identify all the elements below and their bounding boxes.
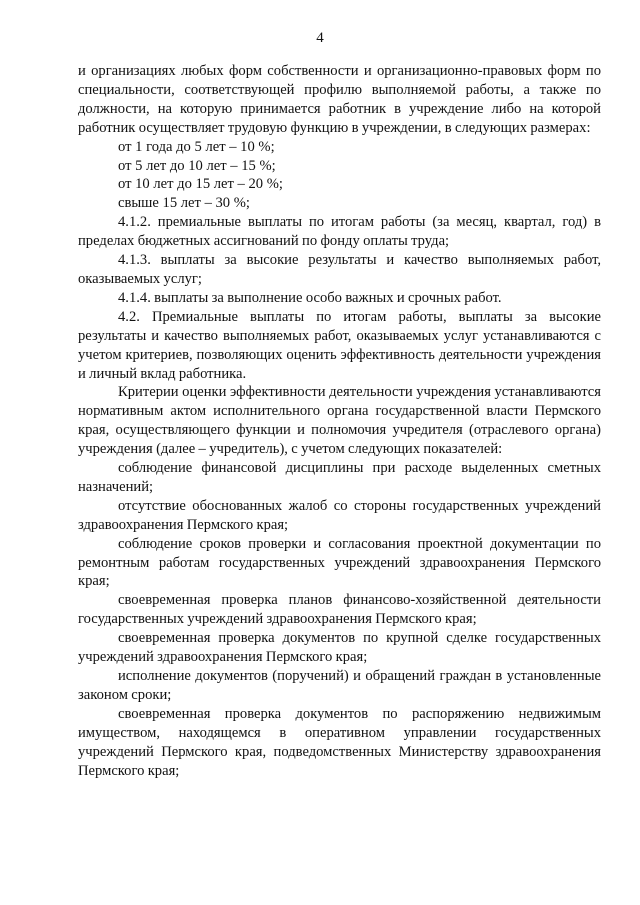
- list-item-over-15-years: свыше 15 лет – 30 %;: [118, 195, 250, 212]
- paragraph-criteria: Критерии оценки эффективности деятельности учреждения устанавливаются нормативным актом исполнительного органа государственной власти Пермского края, осуществляющего функции и полномочия учредителя (отраслевого органа) учреждения (далее – учредитель), с учетом следующих показателей:: [78, 384, 601, 458]
- list-item-5-10-years: от 5 лет до 10 лет – 15 %;: [118, 157, 276, 174]
- list-item-10-15-years: от 10 лет до 15 лет – 20 %;: [118, 176, 283, 193]
- paragraph-4-1-3: 4.1.3. выплаты за высокие результаты и качество выполняемых работ, оказываемых услуг;: [78, 252, 601, 287]
- paragraph-4-1-4: 4.1.4. выплаты за выполнение особо важных и срочных работ.: [118, 289, 502, 306]
- indicator-major-transactions: своевременная проверка документов по крупной сделке государственных учреждений здравоохранения Пермского края;: [78, 630, 601, 666]
- indicator-financial-plans: своевременная проверка планов финансово-хозяйственной деятельности государственных учреждений здравоохранения Пермского края;: [78, 592, 601, 628]
- indicator-real-estate: своевременная проверка документов по распоряжению недвижимым имуществом, находящемся в оперативном управлении государственных учреждений Пермского края, подведомственных Министерству здравоохранения Пермского края;: [78, 705, 601, 779]
- paragraph-4-2: 4.2. Премиальные выплаты по итогам работы, выплаты за высокие результаты и качество выполняемых работ, оказываемых услуг устанавливаются с учетом критериев, позволяющих оценить эффективность деятельности учреждения и личный вклад работника.: [78, 308, 601, 382]
- list-item-1-5-years: от 1 года до 5 лет – 10 %;: [118, 138, 275, 155]
- paragraph-continuation: и организациях любых форм собственности и организационно-правовых форм по специальности, соответствующей профилю выполняемой работы, а также по должности, на которую принимается работник в учреждение либо на которой работник осуществляет трудовую функцию в учреждении, в следующих размерах:: [78, 63, 601, 136]
- indicator-citizen-appeals: исполнение документов (поручений) и обращений граждан в установленные законом сроки;: [78, 668, 601, 703]
- page-number: 4: [316, 30, 324, 46]
- indicator-financial-discipline: соблюдение финансовой дисциплины при расходе выделенных сметных назначений;: [78, 460, 601, 495]
- indicator-design-documentation: соблюдение сроков проверки и согласования проектной документации по ремонтным работам государственных учреждений здравоохранения Пермского края;: [78, 535, 601, 590]
- document-body: [78, 62, 601, 780]
- indicator-no-complaints: отсутствие обоснованных жалоб со стороны государственных учреждений здравоохранения Пермского края;: [78, 497, 601, 533]
- paragraph-4-1-2: 4.1.2. премиальные выплаты по итогам работы (за месяц, квартал, год) в пределах бюджетных ассигнований по фонду оплаты труда;: [78, 214, 601, 250]
